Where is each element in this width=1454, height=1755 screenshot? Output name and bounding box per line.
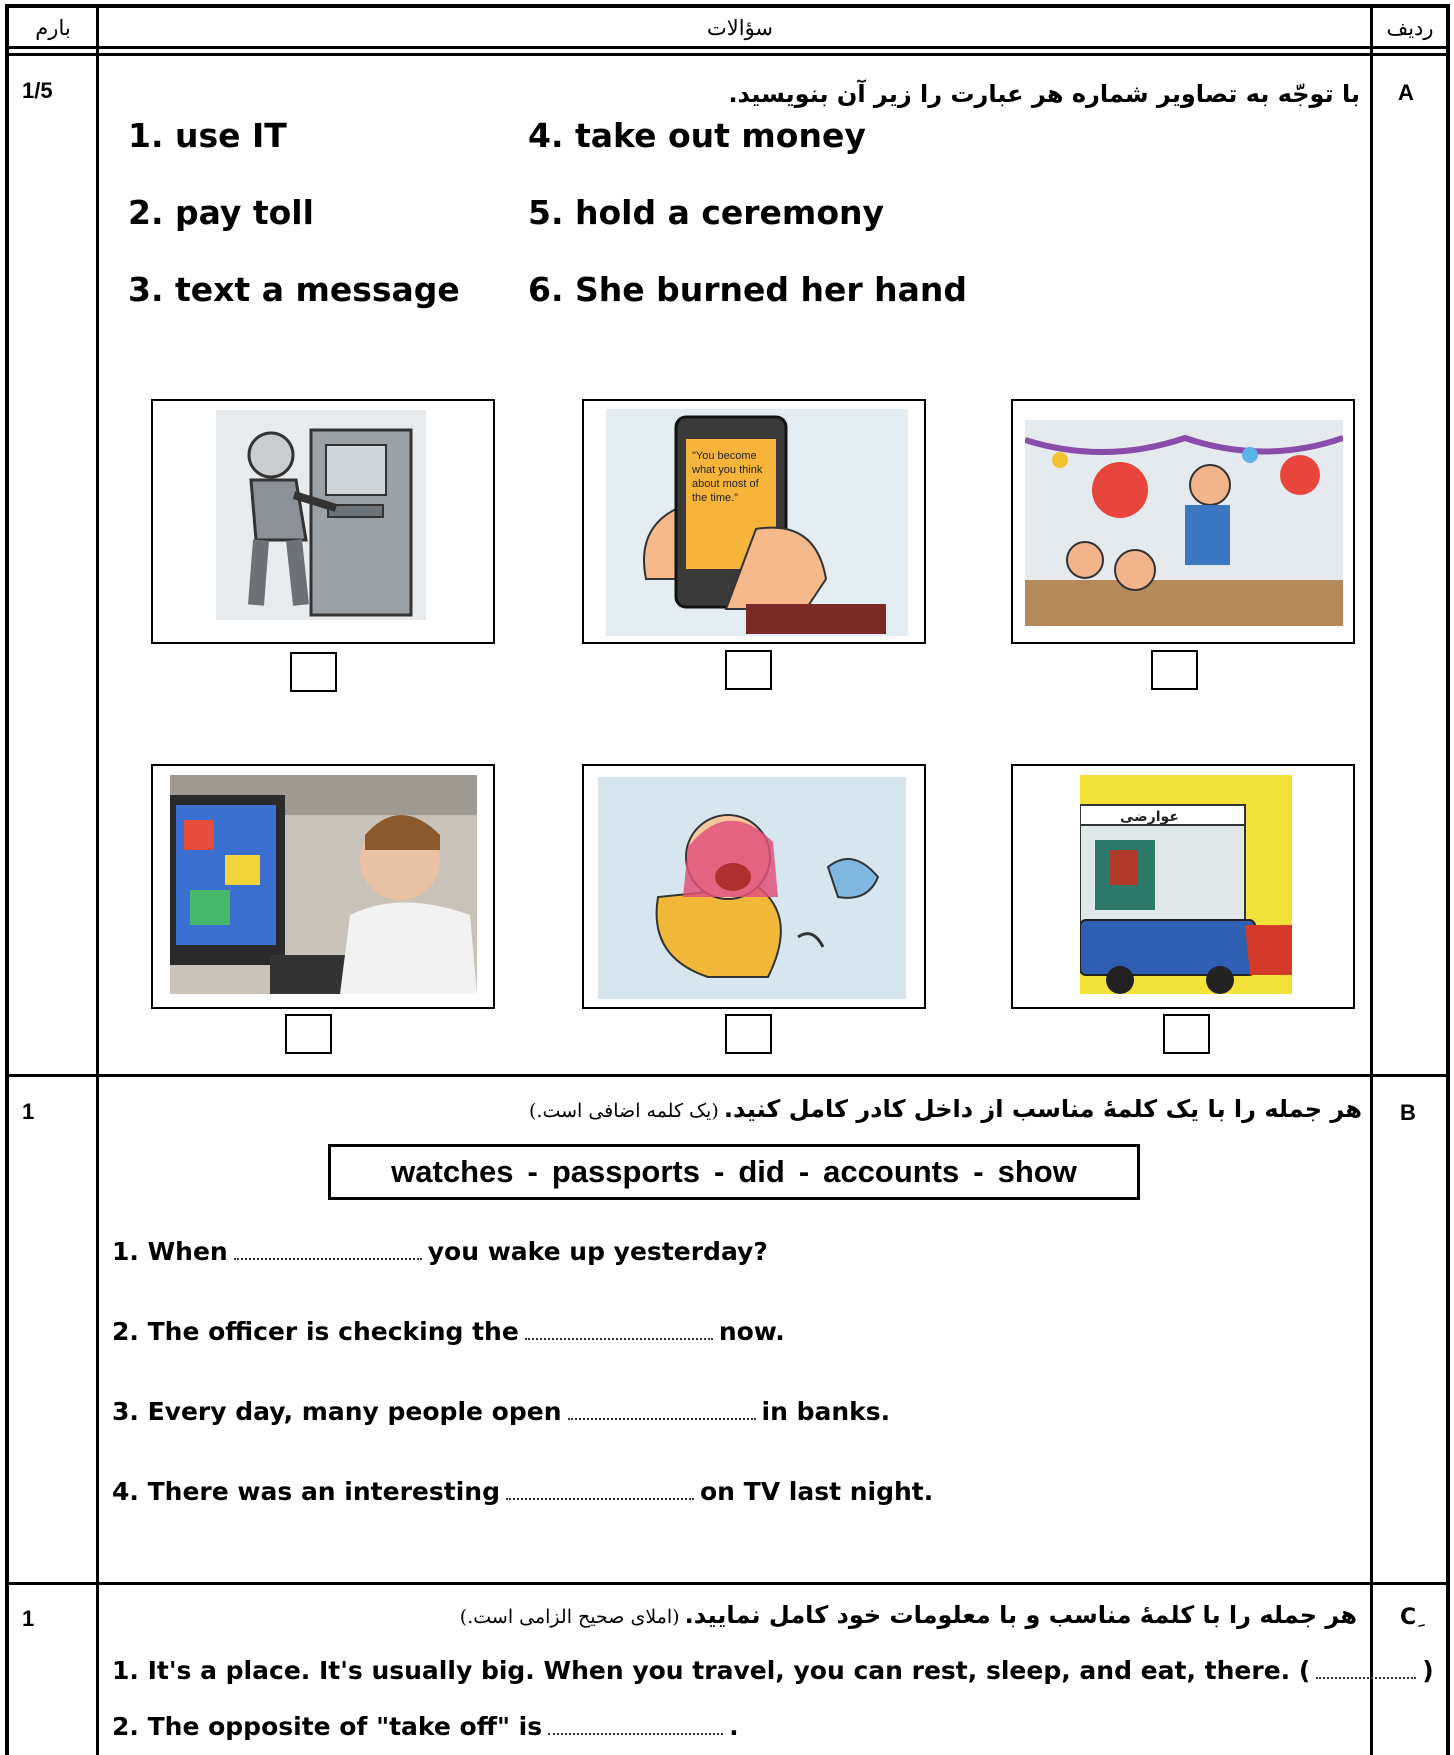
burned-hand-image xyxy=(598,777,906,999)
word-separator: - xyxy=(527,1154,538,1189)
section-a-code: A xyxy=(1398,80,1414,105)
option-2: 2. pay toll xyxy=(128,193,314,232)
table-right-border xyxy=(1446,4,1450,1755)
answer-box-4[interactable] xyxy=(285,1014,332,1054)
b-sentence-1-before: 1. When xyxy=(112,1237,228,1266)
col-divider-left xyxy=(96,4,99,1755)
section-b-code: B xyxy=(1400,1100,1416,1125)
svg-text:what you think: what you think xyxy=(692,464,763,476)
table-left-border xyxy=(5,4,9,1755)
b-sentence-4-after: on TV last night. xyxy=(699,1477,934,1506)
section-a-score: 1/5 xyxy=(22,78,53,103)
option-4: 4. take out money xyxy=(528,116,866,155)
picture-party xyxy=(1011,399,1355,644)
answer-box-6[interactable] xyxy=(1163,1014,1210,1054)
c-sentence-1 xyxy=(112,1656,1434,1685)
section-b-instruction xyxy=(300,1095,1362,1123)
svg-text:about most of: about most of xyxy=(692,478,759,490)
blank-field-b3[interactable] xyxy=(568,1412,756,1420)
blank-field-c1[interactable] xyxy=(1316,1671,1416,1679)
svg-text:"You become: "You become xyxy=(692,450,757,462)
c-sentence-2-after: . xyxy=(729,1712,739,1741)
word-separator: - xyxy=(798,1154,810,1189)
boy-computer-image xyxy=(170,775,477,994)
picture-phone xyxy=(582,399,926,644)
c-sentence-2-before: 2. The opposite of "take off" is xyxy=(112,1712,543,1741)
party-ceremony-image xyxy=(1025,420,1343,626)
word-separator: - xyxy=(973,1154,984,1189)
b-sentence-3 xyxy=(112,1397,890,1426)
section-b-score: 1 xyxy=(22,1099,35,1124)
header-separator xyxy=(5,46,1450,49)
b-sentence-2-before: 2. The officer is checking the xyxy=(112,1317,519,1346)
row-divider-a-b xyxy=(5,1074,1450,1077)
table-top-border xyxy=(5,4,1450,8)
atm-boy-image xyxy=(216,410,426,620)
answer-box-2[interactable] xyxy=(725,650,772,690)
phone-text-message-image xyxy=(606,409,908,636)
c-sentence-2 xyxy=(112,1712,739,1741)
section-c-score: 1 xyxy=(22,1606,35,1631)
b-sentence-3-before: 3. Every day, many people open xyxy=(112,1397,562,1426)
svg-text:the time.": the time." xyxy=(692,492,739,504)
toll-sign-text: عوارضی xyxy=(1120,809,1179,825)
option-1: 1. use IT xyxy=(128,116,287,155)
picture-toll-booth xyxy=(1011,764,1355,1009)
section-b-instruction-note: (یک کلمه اضافی است.) xyxy=(529,1100,719,1122)
row-divider-b-c xyxy=(5,1582,1450,1585)
word-separator: - xyxy=(714,1154,725,1189)
blank-field-b4[interactable] xyxy=(506,1492,694,1500)
picture-atm xyxy=(151,399,495,644)
picture-computer xyxy=(151,764,495,1009)
b-sentence-3-after: in banks. xyxy=(761,1397,891,1426)
b-sentence-4 xyxy=(112,1477,933,1506)
toll-booth-image xyxy=(1080,775,1292,994)
c-sentence-1-after: ) xyxy=(1422,1656,1434,1685)
header-separator-2 xyxy=(5,53,1450,56)
section-c-instruction-note: (املای صحیح الزامی است.) xyxy=(459,1606,680,1628)
section-c-instruction xyxy=(300,1601,1357,1629)
blank-field-b2[interactable] xyxy=(525,1332,713,1340)
col-divider-right xyxy=(1370,4,1373,1755)
answer-box-5[interactable] xyxy=(725,1014,772,1054)
score-column-header: بارم xyxy=(35,16,71,40)
b-sentence-4-before: 4. There was an interesting xyxy=(112,1477,500,1506)
b-sentence-2-after: now. xyxy=(718,1317,785,1346)
option-5: 5. hold a ceremony xyxy=(528,193,884,232)
answer-box-3[interactable] xyxy=(1151,650,1198,690)
section-b-instruction-bold: هر جمله را با یک کلمهٔ مناسب از داخل کادر کامل کنید. xyxy=(723,1095,1362,1123)
answer-box-1[interactable] xyxy=(290,652,337,692)
b-sentence-1-after: you wake up yesterday? xyxy=(427,1237,768,1266)
b-sentence-1 xyxy=(112,1237,768,1266)
c-sentence-1-before: 1. It's a place. It's usually big. When you travel, you can rest, sleep, and eat, there. ( xyxy=(112,1656,1311,1685)
blank-field-b1[interactable] xyxy=(234,1252,422,1260)
word-bank-item: did xyxy=(738,1154,785,1189)
word-bank-item: accounts xyxy=(823,1154,960,1189)
word-bank-item: passports xyxy=(551,1154,700,1189)
questions-column-header: سؤالات xyxy=(706,16,774,40)
blank-field-c2[interactable] xyxy=(548,1727,723,1735)
row-column-header: ردیف xyxy=(1386,16,1434,40)
option-6: 6. She burned her hand xyxy=(528,270,968,309)
word-bank-item: show xyxy=(997,1154,1077,1189)
word-bank-box xyxy=(328,1144,1140,1200)
section-c-instruction-bold: هر جمله را با کلمهٔ مناسب و با معلومات خود کامل نمایید. xyxy=(684,1601,1357,1629)
section-a-instruction: با توجّه به تصاویر شماره هر عبارت را زیر آن بنویسید. xyxy=(728,80,1360,108)
picture-burned-hand xyxy=(582,764,926,1009)
section-c-code: Cِ xyxy=(1400,1604,1417,1629)
word-bank-item: watches xyxy=(391,1154,514,1189)
option-3: 3. text a message xyxy=(128,270,460,309)
b-sentence-2 xyxy=(112,1317,785,1346)
